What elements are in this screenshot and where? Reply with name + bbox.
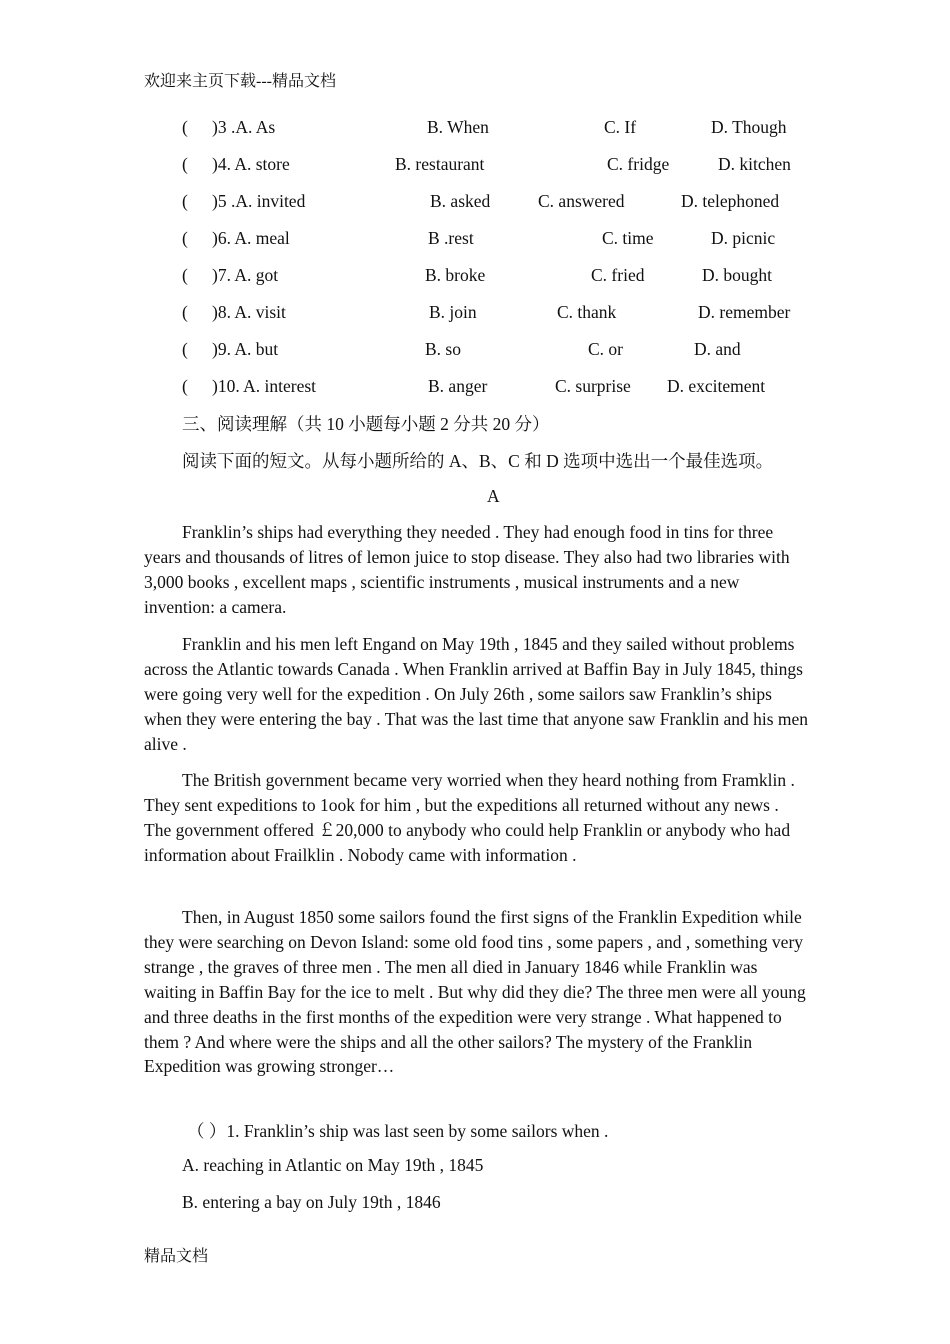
passage-label: A <box>487 486 500 506</box>
option-row <box>0 154 950 178</box>
option-row <box>0 228 950 252</box>
option-a: )4. A. store <box>212 154 290 174</box>
option-b: B. broke <box>425 265 486 285</box>
passage-paragraph <box>144 768 809 868</box>
option-b: B. join <box>429 302 477 322</box>
option-b: B. restaurant <box>395 154 485 174</box>
answer-paren: ( <box>182 376 188 396</box>
answer-paren: ( <box>182 191 188 211</box>
option-d: D. telephoned <box>681 191 780 211</box>
option-a: )8. A. visit <box>212 302 286 322</box>
passage-paragraph <box>144 905 809 1079</box>
option-a: )10. A. interest <box>212 376 317 396</box>
answer-paren: ( <box>182 228 188 248</box>
option-row <box>0 117 950 141</box>
option-row <box>0 339 950 363</box>
option-d: D. excitement <box>667 376 766 396</box>
option-a: )9. A. but <box>212 339 279 359</box>
answer-option: B. entering a bay on July 19th , 1846 <box>182 1192 441 1212</box>
option-c: C. surprise <box>555 376 631 396</box>
option-d: D. kitchen <box>718 154 791 174</box>
page-header: 欢迎来主页下载---精品文档 <box>144 73 336 90</box>
paragraph-text: Then, in August 1850 some sailors found the first signs of the Franklin Expedition while they were searching on Devon Island: some old food tins , some papers , and , something very strange , the graves of three men . The men all died in January 1846 while Franklin was waiting in Baffin Bay for the ice to melt . But why did they die? The three men were all young and three deaths in the first months of the expedition were very strange . What happened to them ? And where were the ships and all the other sailors? The mystery of the Franklin Expedition was growing stronger… <box>144 907 806 1077</box>
option-b: B. When <box>427 117 489 137</box>
option-d: D. Though <box>711 117 787 137</box>
option-b: B. so <box>425 339 461 359</box>
passage-paragraph <box>144 632 809 757</box>
option-a: )6. A. meal <box>212 228 290 248</box>
answer-paren: ( <box>182 339 188 359</box>
option-row <box>0 191 950 215</box>
answer-paren: ( <box>182 154 188 174</box>
option-c: C. time <box>602 228 654 248</box>
paragraph-text: Franklin and his men left Engand on May 19th , 1845 and they sailed without problems across the Atlantic towards Canada . When Franklin arrived at Baffin Bay in July 1845, things were going very well for the expedition . On July 26th , some sailors saw Franklin’s ships when they were entering the bay . That was the last time that anyone saw Franklin and his men alive . <box>144 634 809 754</box>
option-c: C. thank <box>557 302 617 322</box>
option-c: C. fridge <box>607 154 670 174</box>
option-a: )5 .A. invited <box>212 191 306 211</box>
option-b: B. asked <box>430 191 491 211</box>
option-d: D. bought <box>702 265 772 285</box>
option-d: D. remember <box>698 302 791 322</box>
answer-paren: ( <box>182 117 188 137</box>
option-d: D. picnic <box>711 228 776 248</box>
answer-paren: ( <box>182 265 188 285</box>
option-b: B .rest <box>428 228 474 248</box>
option-c: C. or <box>588 339 623 359</box>
option-a: )7. A. got <box>212 265 279 285</box>
paragraph-text: The British government became very worried when they heard nothing from Framklin . They sent expeditions to 1ook for him , but the expeditions all returned without any news . The government offered ￡20,000 to anybody who could help Franklin or anybody who had information about Frailklin . Nobody came with information . <box>144 770 795 865</box>
option-b: B. anger <box>428 376 488 396</box>
option-a: )3 .A. As <box>212 117 276 137</box>
option-row <box>0 302 950 326</box>
instruction-text: 阅读下面的短文。从每小题所给的 A、B、C 和 D 选项中选出一个最佳选项。 <box>182 451 774 471</box>
section-title: 三、阅读理解（共 10 小题每小题 2 分共 20 分） <box>182 414 550 434</box>
option-c: C. fried <box>591 265 645 285</box>
paragraph-text: Franklin’s ships had everything they needed . They had enough food in tins for three years and thousands of litres of lemon juice to stop disease. They also had two libraries with 3,000 books , excellent maps , scientific instruments , musical instruments and a new invention: a camera. <box>144 522 790 617</box>
option-row <box>0 265 950 289</box>
option-c: C. If <box>604 117 637 137</box>
passage-paragraph <box>144 520 809 620</box>
question-text: （ ）1. Franklin’s ship was last seen by some sailors when . <box>187 1121 609 1141</box>
answer-option: A. reaching in Atlantic on May 19th , 1845 <box>182 1155 484 1175</box>
option-d: D. and <box>694 339 741 359</box>
answer-paren: ( <box>182 302 188 322</box>
page-footer: 精品文档 <box>144 1248 209 1265</box>
option-row <box>0 376 950 400</box>
option-c: C. answered <box>538 191 625 211</box>
